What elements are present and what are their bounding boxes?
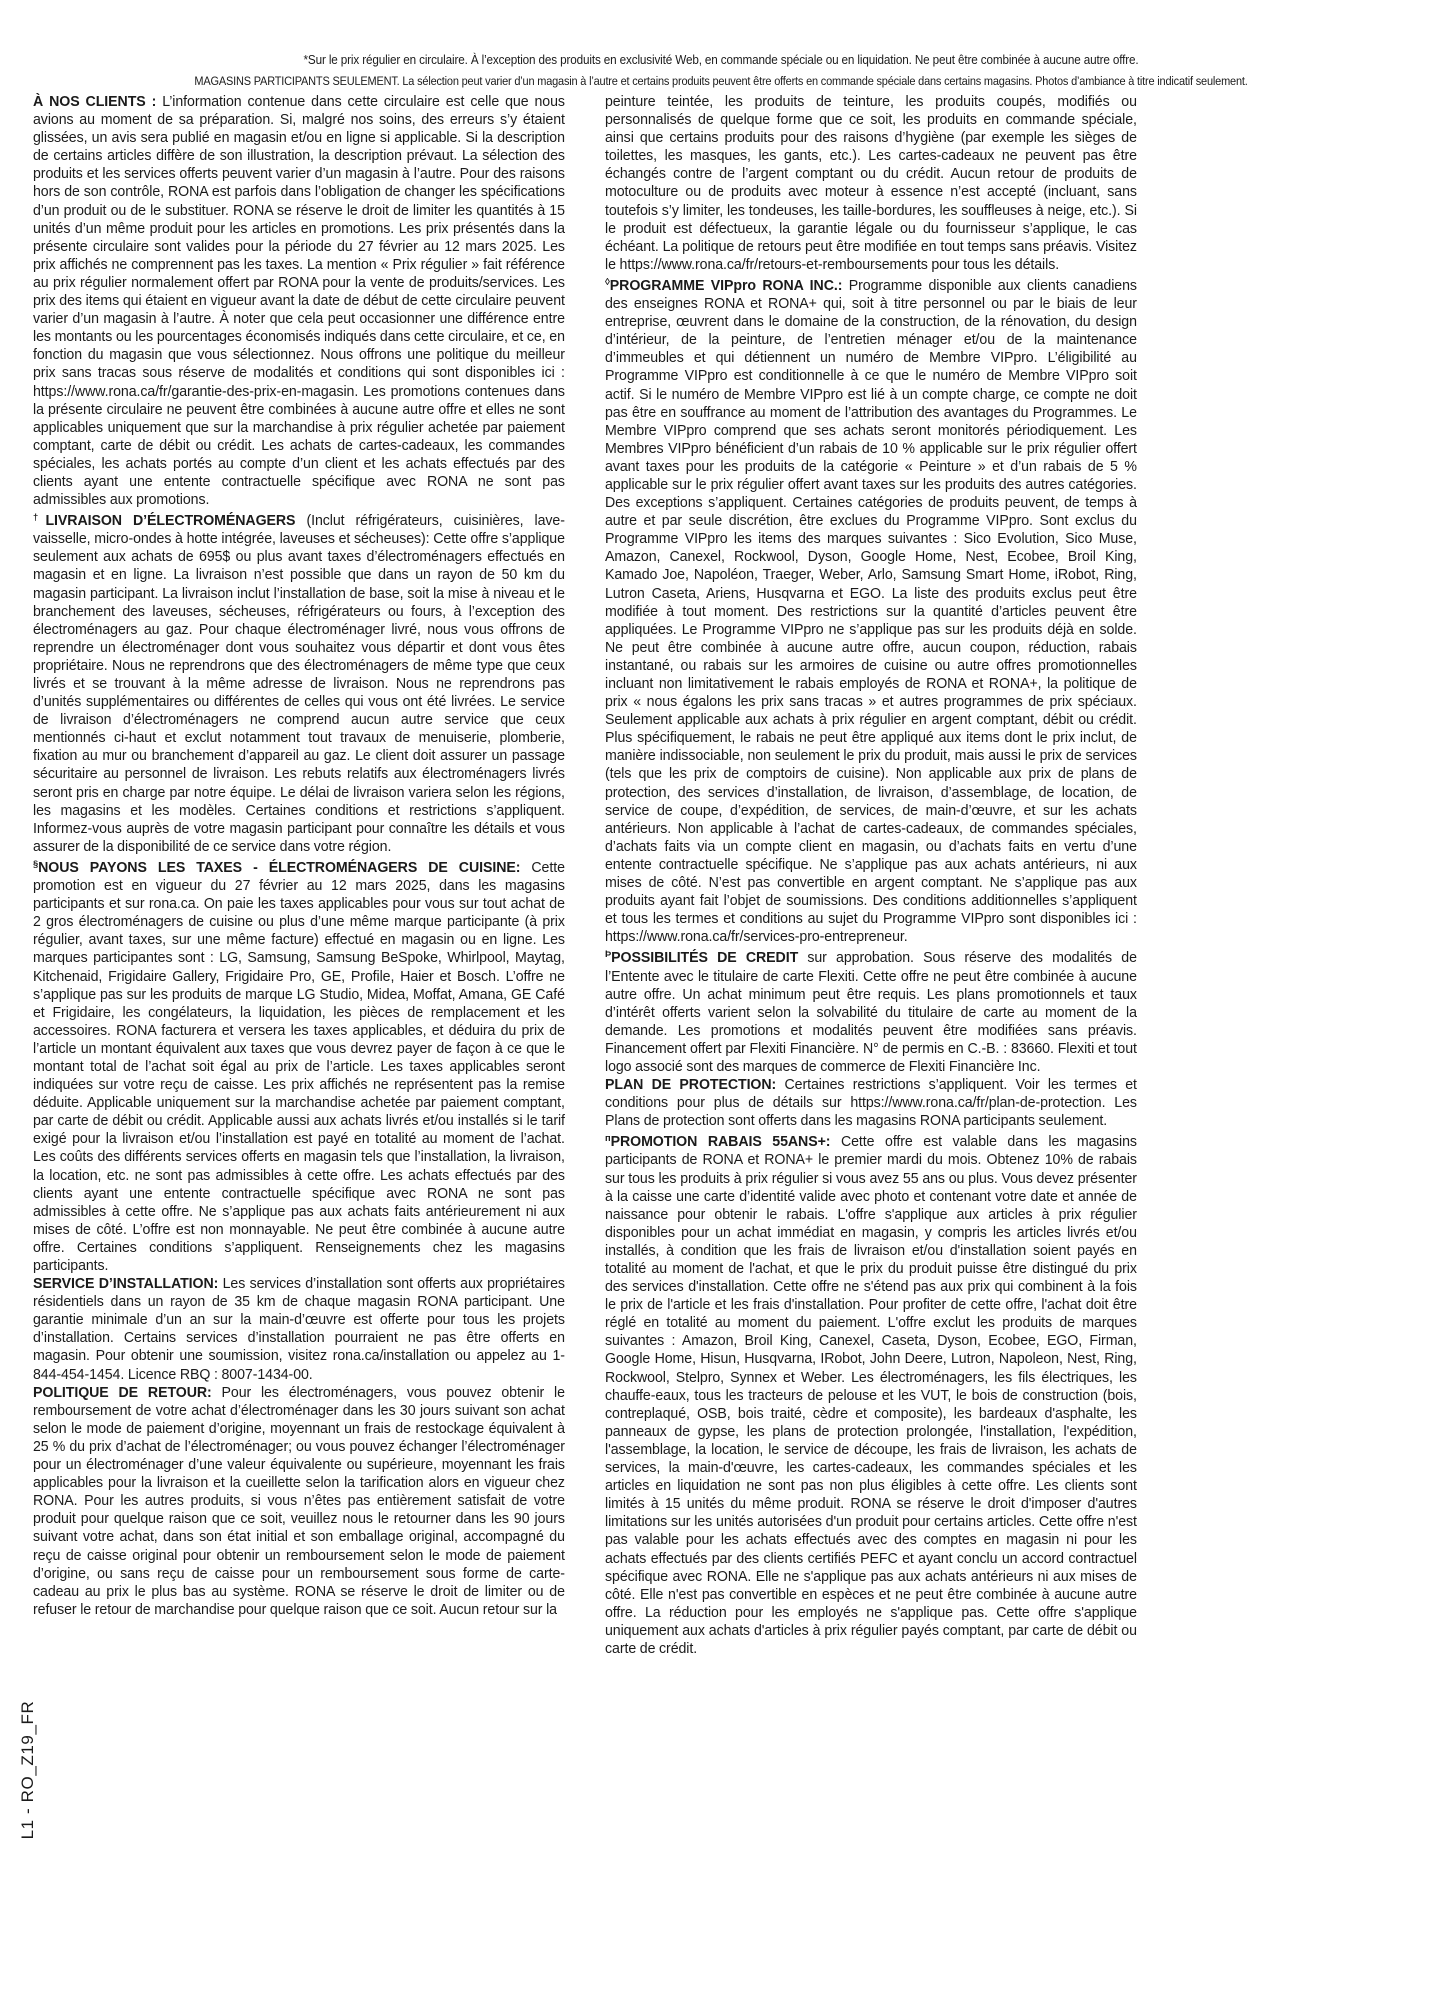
header-note-participating-stores: MAGASINS PARTICIPANTS SEULEMENT. La sélection peut varier d’un magasin à l’autre et certains produits peuvent être offerts en commande spéciale dans certains magasins. Photos d’ambiance à titre indicatif seulement.	[194, 74, 1248, 88]
terms-paragraph	[605, 1076, 1137, 1130]
section-body: Les services d’installation sont offerts aux propriétaires résidentiels dans un rayon de 35 km de chaque magasin RONA participant. Une garantie minimale d’un an sur la main-d’œuvre est offerte pour tous les projets d’installation. Certains services d’installation pourraient ne pas être offerts en magasin. Pour obtenir une soumission, visitez rona.ca/installation ou appelez au 1-844-454-1454. Licence RBQ : 8007-1434-00.	[33, 1276, 565, 1383]
section-body: (Inclut réfrigérateurs, cuisinières, lave-vaisselle, micro-ondes à hotte intégrée, laveuses et sécheuses): Cette offre s’applique seulement aux achats de 695$ ou plus avant taxes d’électroménagers effectués en magasin et en ligne. La livraison n’est possible que dans un rayon de 50 km du magasin participant. La livraison inclut l’installation de base, soit la mise à niveau et le branchement des laveuses, sécheuses, réfrigérateurs ou fours, à l’exception des électroménagers au gaz. Pour chaque électroménager livré, nous vous offrons de reprendre un électroménager dont vous souhaitez vous départir et dont vous êtes propriétaire. Nous ne reprendrons que des électroménagers de même type que ceux livrés et se trouvant à la même adresse de livraison. Nous ne reprendrons pas d’unités supplémentaires ou différentes de celles qui vous ont été livrées. Le service de livraison d’électroménagers ne comprend aucun autre service que ceux mentionnés ci-haut et exclut notamment tout travaux de menuiserie, plomberie, fixation au mur ou branchement d’appareil au gaz. Le client doit assurer un passage sécuritaire au personnel de livraison. Les rebuts relatifs aux électroménagers livrés seront pris en charge par notre équipe. Le délai de livraison variera selon les régions, les magasins et les modèles. Certaines conditions et restrictions s’appliquent. Informez-vous auprès de votre magasin participant pour connaître les détails et vous assurer de la disponibilité de ce service dans votre région.	[33, 513, 565, 855]
section-heading: SERVICE D’INSTALLATION:	[33, 1276, 219, 1293]
right-text-column	[605, 93, 1145, 1658]
section-marker: §	[33, 858, 39, 870]
section-body: Programme disponible aux clients canadiens des enseignes RONA et RONA+ qui, soit à titre personnel ou par le biais de leur entreprise, œuvrent dans le domaine de la construction, de la rénovation, du design d’intérieur, de la peinture, de l’entretien ménager et/ou de la maintenance d’immeubles et qui détiennent un numéro de Membre VIPpro. L’éligibilité au Programme VIPpro est conditionnelle à ce que le numéro de Membre VIPpro soit actif. Si le numéro de Membre VIPpro est lié à un compte charge, ce compte ne doit pas être en souffrance au moment de l’attribution des avantages du Programmes. Le Membre VIPpro comprend que ses achats seront monitorés périodiquement. Les Membres VIPpro bénéficient d’un rabais de 10 % applicable sur le prix régulier offert avant taxes pour les produits de la catégorie « Peinture » et d’un rabais de 5 % applicable sur le prix régulier offert avant taxes sur les produits des autres catégories. Des exceptions s’appliquent. Certaines catégories de produits peuvent, de temps à autre et par seule discrétion, être exclues du Programme VIPpro. Sont exclus du Programme VIPpro les items des marques suivantes : Sico Evolution, Sico Muse, Amazon, Canexel, Rockwool, Dyson, Google Home, Nest, Ecobee, Broil King, Kamado Joe, Napoléon, Traeger, Weber, Arlo, Samsung Smart Home, iRobot, Ring, Lutron Caseta, Ariens, Husqvarna et EGO. La liste des produits exclus peut être modifiée à tout moment. Des restrictions sur la quantité d’articles peuvent être appliquées. Le Programme VIPpro ne s’applique pas sur les produits déjà en solde. Ne peut être combinée à aucune autre offre, aucun coupon, réduction, rabais instantané, ou rabais sur les armoires de cuisine ou autre offres promotionnelles incluant non limitativement le rabais employés de RONA et RONA+, la politique de prix « nous égalons les prix sans tracas » et autres programmes de prix spéciaux. Seulement applicable aux achats à prix régulier en argent comptant, débit ou crédit. Plus spécifiquement, le rabais ne peut être appliqué aux items dont le prix inclut, de manière indissociable, non seulement le prix du produit, mais aussi le prix de services (tels que les prix de comptoirs de cuisine). Non applicable aux prix de plans de protection, des services d’installation, de livraison, d’assemblage, de location, de service de coupe, d’expédition, de services, de main-d’œuvre, et sur les achats antérieurs. Non applicable à l’achat de cartes-cadeaux, de commandes spéciales, d’achats faits via un compte client en magasin, ou d’achats faits en vertu d’une entente contractuelle spécifique. Ne s’applique pas aux achats antérieurs, ni aux mises de côté. N’est pas convertible en argent comptant. Ne s’applique pas aux produits ayant fait l’objet de soumissions. Des conditions additionnelles s’appliquent et tous les termes et conditions au sujet du Programme VIPpro sont disponibles ici : https://www.rona.ca/fr/services-pro-entrepreneur.	[605, 277, 1137, 946]
section-marker: †	[33, 512, 46, 524]
terms-paragraph	[33, 509, 565, 856]
terms-paragraph	[33, 1384, 565, 1619]
section-heading: À NOS CLIENTS :	[33, 94, 157, 110]
section-body: Cette promotion est en vigueur du 27 février au 12 mars 2025, dans les magasins participants et sur rona.ca. On paie les taxes applicables pour vous sur tout achat de 2 gros électroménagers de cuisine ou plus d’une même marque participante (à prix régulier, avant taxes, sur une même facture) effectué en magasin ou en ligne. Les marques participantes sont : LG, Samsung, Samsung BeSpoke, Whirlpool, Maytag, Kitchenaid, Frigidaire Gallery, Frigidaire Pro, GE, Profile, Haier et Bosch. L’offre ne s’applique pas sur les produits de marque LG Studio, Midea, Moffat, Amana, GE Café et Frigidaire, les congélateurs, la liquidation, les pièces de remplacement et les accessoires. RONA facturera et versera les taxes applicables, et déduira du prix de l’article un montant équivalent aux taxes que vous devrez payer de façon à ce que le montant total de l’achat soit égal au prix de l’article. Les taxes applicables seront indiquées sur votre reçu de caisse. Les prix affichés ne représentent pas la remise déduite. Applicable uniquement sur la marchandise achetée par paiement comptant, par carte de débit ou crédit. Applicable aussi aux achats livrés et/ou installés si le tarif exigé pour la livraison et/ou l’installation est payé en totalité au moment de l’achat. Les coûts des différents services offerts en magasin tels que l’installation, la livraison, la location, etc. ne sont pas admissibles à cette offre. Les achats effectués par des clients ayant une entente contractuelle spécifique avec RONA ne sont pas admissibles à cette offre. Ne s’applique pas aux achats faits antérieurement ni aux mises de côté. L’offre est non monnayable. Ne peut être combinée à aucune autre offre. Certaines conditions s’appliquent. Renseignements chez les magasins participants.	[33, 859, 565, 1274]
section-heading: POSSIBILITÉS DE CREDIT	[611, 950, 799, 967]
header-note-regular-price: *Sur le prix régulier en circulaire. À l’exception des produits en exclusivité Web, en commande spéciale ou en liquidation. Ne peut être combinée à aucune autre offre.	[303, 53, 1139, 67]
section-body: Pour les électroménagers, vous pouvez obtenir le remboursement de votre achat d’électroménager dans les 30 jours suivant son achat selon le mode de paiement d’origine, moyennant un frais de restockage équivalent à 25 % du prix d’achat de l’électroménager; ou vous pouvez échanger l’électroménager pour un électroménager d’une valeur équivalente ou supérieure, moyennant les frais applicables pour la livraison et la cueillette selon la tarification alors en vigueur chez RONA. Pour les autres produits, si vous n’êtes pas entièrement satisfait de votre produit pour quelque raison que ce soit, veuillez nous le retourner dans les 90 jours suivant votre achat, dans son état initial et son emballage original, accompagné du reçu de caisse original pour obtenir un remboursement selon le mode de paiement d’origine, ou sans reçu de caisse pour un remboursement sous forme de carte-cadeau au prix le plus bas au système. RONA se réserve le droit de limiter ou de refuser le retour de marchandise pour quelque raison que ce soit. Aucun retour sur la	[33, 1384, 565, 1618]
section-heading: LIVRAISON D’ÉLECTROMÉNAGERS	[45, 513, 296, 530]
section-body: Cette offre est valable dans les magasins participants de RONA et RONA+ le premier mardi du mois. Obtenez 10% de rabais sur tous les produits à prix régulier si vous avez 55 ans ou plus. Vous devez présenter à la caisse une carte d’identité valide avec photo et contenant votre date et année de naissance pour obtenir le rabais. L'offre s'applique aux articles à prix régulier disponibles pour un achat immédiat en magasin, y compris les articles livrés et/ou installés, à condition que les frais de livraison et/ou d'installation soient payés en totalité au moment de l'achat, et que le prix du produit puisse être distingué du prix des services d'installation. Cette offre ne s'étend pas aux prix qui combinent à la fois le prix de l'article et les frais d'installation. Pour profiter de cette offre, l'achat doit être réglé en totalité au moment du paiement. L'offre exclut les produits de marques suivantes : Amazon, Broil King, Canexel, Caseta, Dyson, Ecobee, EGO, Firman, Google Home, Hisun, Husqvarna, IRobot, John Deere, Lutron, Napoleon, Nest, Ring, Rockwool, Stelpro, Synnex et Weber. Les électroménagers, les fils électriques, les chauffe-eaux, tous les tracteurs de pelouse et les VUT, le bois de construction (bois, contreplaqué, OSB, bois traité, cèdre et composite), les bardeaux d'asphalte, les panneaux de gypse, les plans de protection prolongée, l'installation, l'expédition, l'assemblage, la location, le service de découpe, les frais de livraison, les achats de services, la main-d'œuvre, les cartes-cadeaux, les commandes spéciales et les articles en liquidation ne sont pas non plus éligibles à cette offre. Les clients sont limités à 15 unités du même produit. RONA se réserve le droit d'imposer d'autres limitations sur les unités autorisées d'un produit pour certains articles. Cette offre n'est pas valable pour les achats effectués avec des comptes en magasin ni pour les achats effectués par des clients certifiés PEFC et ayant conclu un accord contractuel spécifique avec RONA. Elle ne s'applique pas aux achats antérieurs ni aux mises de côté. Elle n'est pas convertible en espèces et ne peut être combinée à aucune autre offre. La réduction pour les employés ne s'applique pas. Cette offre s'applique uniquement aux achats d'articles à prix régulier payés comptant, par carte de débit ou carte de crédit.	[605, 1134, 1137, 1657]
terms-paragraph	[605, 946, 1137, 1076]
left-text-column	[33, 93, 573, 1658]
section-marker: Þ	[605, 949, 612, 961]
section-heading: NOUS PAYONS LES TAXES - ÉLECTROMÉNAGERS DE CUISINE:	[38, 859, 521, 876]
header-disclaimers	[30, 52, 1412, 89]
terms-paragraph	[605, 274, 1137, 946]
terms-paragraph	[33, 856, 565, 1275]
section-heading: POLITIQUE DE RETOUR:	[33, 1384, 212, 1401]
section-heading: PLAN DE PROTECTION:	[605, 1077, 777, 1094]
section-marker: ᴨ	[605, 1133, 611, 1145]
section-heading: PROGRAMME VIPpro RONA INC.:	[609, 277, 843, 294]
section-body: sur approbation. Sous réserve des modalités de l’Entente avec le titulaire de carte Flexiti. Cette offre ne peut être combinée à aucune autre offre. Un achat minimum peut être requis. Les plans promotionnels et taux d’intérêt offerts varient selon la solvabilité du titulaire de carte au moment de la demande. Les promotions et modalités peuvent être modifiées sans préavis. Financement offert par Flexiti Financière. N° de permis en C.-B. : 83660. Flexiti et tout logo associé sont des marques de commerce de Flexiti Financière Inc.	[605, 950, 1137, 1075]
terms-paragraph	[33, 1275, 565, 1384]
section-body: L’information contenue dans cette circulaire est celle que nous avions au moment de sa préparation. Si, malgré nos soins, des erreurs s’y étaient glissées, un avis sera publié en magasin et/ou en ligne si applicable. Si la description de certains articles diffère de son illustration, la description prévaut. La sélection des produits et les services offerts peuvent varier d’un magasin à l’autre. Pour des raisons hors de son contrôle, RONA est parfois dans l’obligation de changer les spécifications d’un produit ou de le substituer. RONA se réserve le droit de limiter les quantités à 15 unités d’un même produit pour les articles en promotions. Les prix présentés dans la présente circulaire sont valides pour la période du 27 février au 12 mars 2025. Les prix affichés ne comprennent pas les taxes. La mention « Prix régulier » fait référence au prix régulier normalement offert par RONA pour la vente de produits/services. Les prix des items qui étaient en vigueur avant la date de début de cette circulaire peuvent varier d’un magasin à l’autre. À noter que cela peut occasionner une différence entre les montants ou les pourcentages économisés indiqués dans cette circulaire, et ce, en fonction du magasin que vous sélectionnez. Nous offrons une politique du meilleur prix sans tracas sous réserve de modalités et conditions qui sont disponibles ici : https://www.rona.ca/fr/garantie-des-prix-en-magasin. Les promotions contenues dans la présente circulaire ne peuvent être combinées à aucune autre offre et elles ne sont applicables uniquement que sur la marchandise à prix régulier achetée par paiement comptant, carte de débit ou crédit. Les achats de cartes-cadeaux, les commandes spéciales, les achats portés au compte d’un client et les achats effectués par des clients ayant une entente contractuelle spécifique avec RONA ne sont pas admissibles aux promotions.	[33, 94, 565, 509]
document-edge-code: L1 - RO_Z19_FR	[18, 1700, 37, 1840]
section-body: peinture teintée, les produits de teinture, les produits coupés, modifiés ou personnalisés de quelque forme que ce soit, les produits en commande spéciale, ainsi que certains produits pour des raisons d’hygiène (par exemple les sièges de toilettes, les masques, les gants, etc.). Les cartes-cadeaux ne peuvent pas être échangés contre de l’argent comptant ou du crédit. Aucun retour de produits de motoculture ou de produits avec moteur à essence n’est accepté (incluant, sans toutefois s’y limiter, les tondeuses, les taille-bordures, les souffleuses à neige, etc.). Si le produit est défectueux, la garantie légale ou du fournisseur s’applique, le cas échéant. La politique de retours peut être modifiée en tout temps sans préavis. Visitez le https://www.rona.ca/fr/retours-et-remboursements pour tous les détails.	[605, 94, 1137, 273]
terms-paragraph	[33, 93, 565, 509]
terms-paragraph	[605, 93, 1137, 274]
section-heading: PROMOTION RABAIS 55ANS+:	[610, 1134, 831, 1151]
terms-columns	[33, 93, 1411, 1658]
section-marker: ◊	[605, 276, 610, 288]
terms-paragraph	[605, 1130, 1137, 1658]
section-body: Certaines restrictions s’appliquent. Voir les termes et conditions pour plus de détails sur https://www.rona.ca/fr/plan-de-protection. Les Plans de protection sont offerts dans les magasins RONA participants seulement.	[605, 1077, 1137, 1130]
